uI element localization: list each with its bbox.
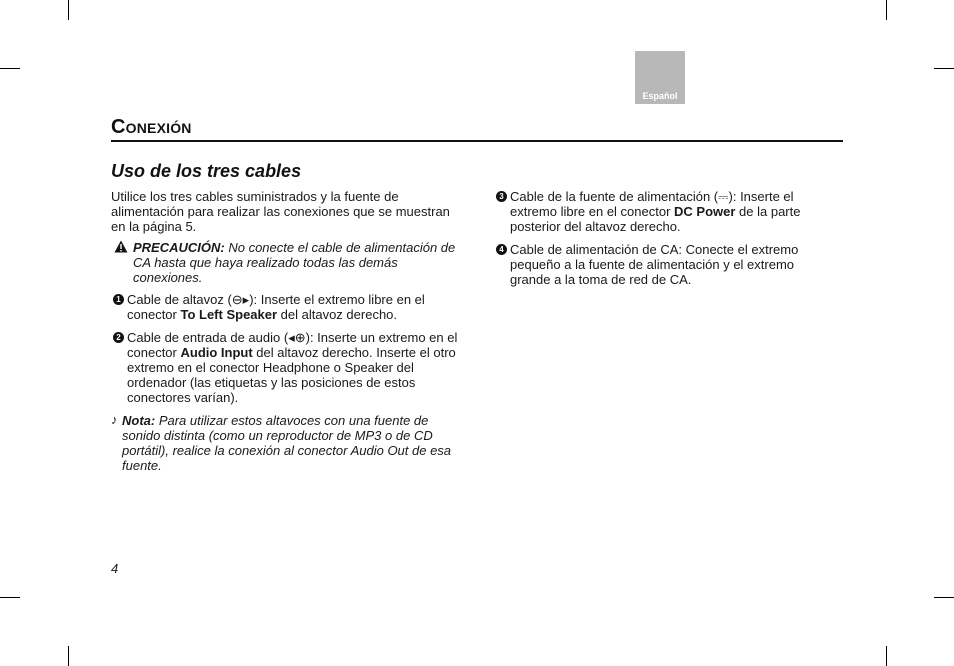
item-text: del altavoz derecho. Inserte el otro extremo en el conector Headphone o Speaker del ordenador (las etiquetas y las posiciones de estos conectores varían).	[127, 345, 456, 405]
connector-label: To Left Speaker	[180, 307, 278, 322]
crop-mark	[68, 0, 69, 20]
note-text: Para utilizar estos altavoces con una fuente de sonido distinta (como un reproductor de MP3 o de CD portátil), realice la conexión al conector Audio Out de esa fuente.	[122, 413, 452, 473]
step-number-badge: 2	[113, 332, 124, 343]
list-item	[111, 330, 466, 405]
list-item	[494, 242, 829, 287]
step-number-badge: 3	[496, 191, 507, 202]
crop-mark	[0, 68, 20, 69]
dc-power-icon: ⎓	[718, 189, 729, 204]
item-text: ): Inserte el extremo libre en el conector	[510, 189, 794, 219]
page-number: 4	[111, 561, 119, 576]
connector-label: Audio Input	[180, 345, 253, 360]
note-label: Nota:	[122, 413, 156, 428]
list-item	[111, 292, 466, 322]
right-column	[494, 189, 829, 295]
title-divider	[111, 140, 843, 142]
crop-mark	[934, 68, 954, 69]
page-title: Conexión	[111, 116, 192, 138]
item-text: Cable de alimentación de CA: Conecte el extremo pequeño a la fuente de alimentación y el extremo grande a la toma de red de CA.	[510, 242, 799, 287]
item-text: Cable de entrada de audio (	[127, 330, 289, 345]
warning-triangle-icon	[114, 240, 128, 256]
item-text: de la parte posterior del altavoz derecho.	[510, 204, 801, 234]
item-text: ): Inserte un extremo en el conector	[127, 330, 458, 360]
section-heading: Uso de los tres cables	[111, 161, 302, 181]
item-text: Cable de altavoz (	[127, 292, 232, 307]
step-number-badge: 4	[496, 244, 507, 255]
list-item	[494, 189, 829, 234]
step-number-badge: 1	[113, 294, 124, 305]
speaker-cable-icon: ⊖▸	[231, 292, 250, 307]
left-column	[111, 189, 466, 473]
connector-label: DC Power	[674, 204, 736, 219]
crop-mark	[0, 597, 20, 598]
caution-block	[111, 240, 466, 285]
caution-label: PRECAUCIÓN:	[133, 240, 225, 255]
item-text: ): Inserte el extremo libre en el conector	[127, 292, 425, 322]
crop-mark	[934, 597, 954, 598]
crop-mark	[886, 0, 887, 20]
item-text: del altavoz derecho.	[277, 307, 398, 322]
item-text: Cable de la fuente de alimentación (	[510, 189, 719, 204]
crop-mark	[68, 646, 69, 666]
note-block	[111, 413, 466, 473]
audio-input-cable-icon: ◂⊕	[288, 330, 306, 345]
caution-text: No conecte el cable de alimentación de CA hasta que haya realizado todas las demás conexiones.	[133, 240, 456, 285]
language-tab	[635, 51, 685, 104]
music-note-icon: ♪	[111, 412, 118, 427]
crop-mark	[886, 646, 887, 666]
intro-paragraph: Utilice los tres cables suministrados y la fuente de alimentación para realizar las conexiones que se muestran en la página 5.	[111, 189, 450, 234]
language-tab-label: Español	[642, 91, 678, 101]
